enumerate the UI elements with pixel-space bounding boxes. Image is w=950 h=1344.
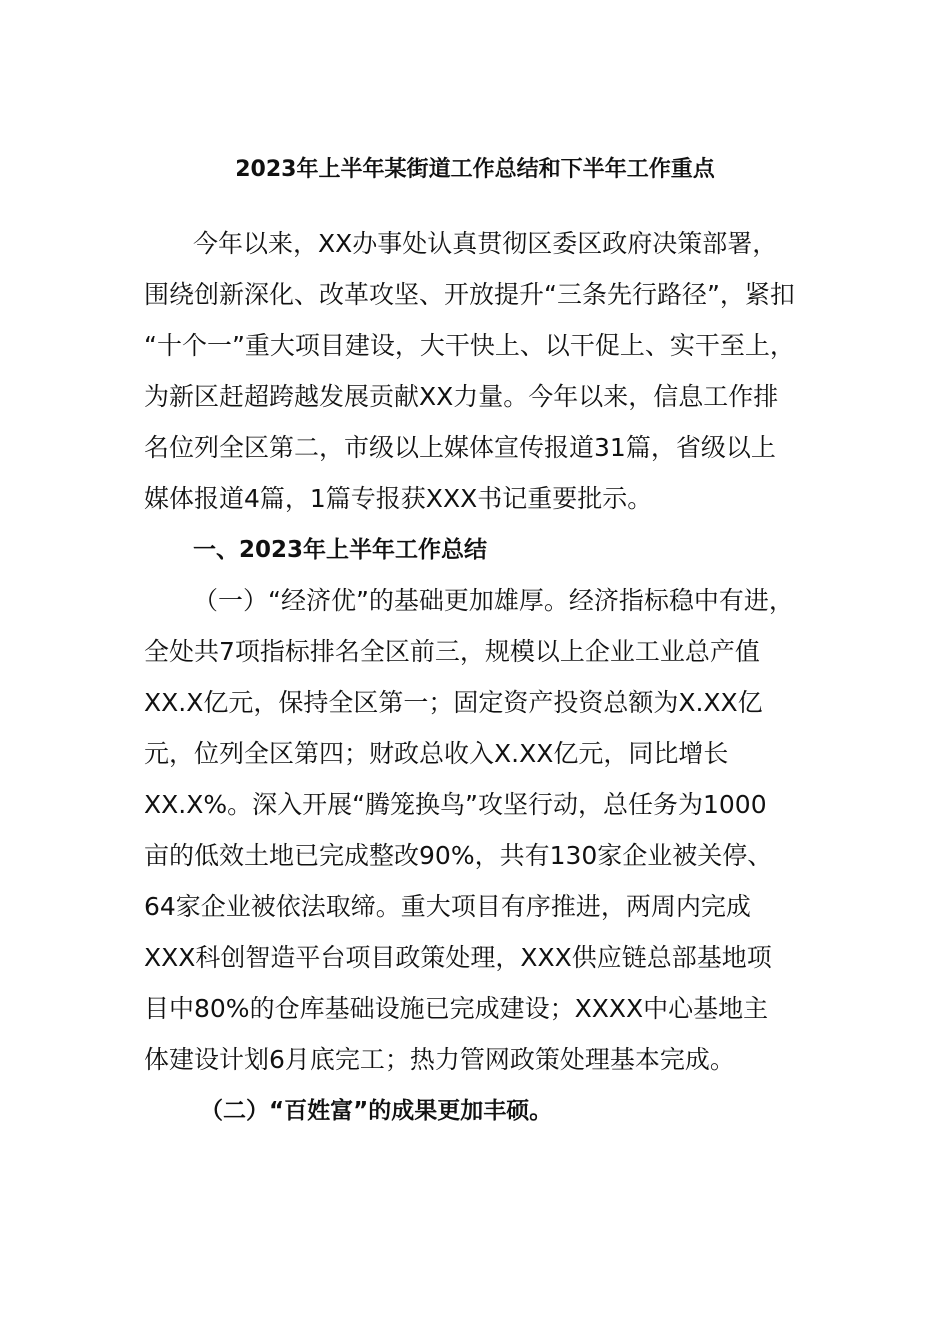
section-1-2-heading: （二）“百姓富”的成果更加丰硕。 bbox=[200, 1098, 553, 1124]
section-1-1-line-1: （一）“经济优”的基础更加雄厚。经济指标稳中有进， bbox=[193, 586, 794, 615]
intro-line-2: 围绕创新深化、改革攻坚、开放提升“三条先行路径”，紧扣 bbox=[144, 280, 795, 309]
document-title: 2023年上半年某街道工作总结和下半年工作重点 bbox=[235, 157, 715, 182]
intro-line-5: 名位列全区第二，市级以上媒体宣传报道31篇，省级以上 bbox=[144, 433, 776, 462]
section-1-1-line-9: 目中80%的仓库基础设施已完成建设；XXXX中心基地主 bbox=[144, 994, 769, 1023]
intro-line-3: “十个一”重大项目建设，大干快上、以干促上、实干至上， bbox=[144, 331, 795, 360]
section-1-1-line-4: 元，位列全区第四；财政总收入X.XX亿元，同比增长 bbox=[144, 739, 729, 768]
section-1-1-line-2: 全处共7项指标排名全区前三，规模以上企业工业总产值 bbox=[144, 637, 760, 666]
intro-line-1: 今年以来，XX办事处认真贯彻区委区政府决策部署， bbox=[193, 229, 778, 258]
section-1-1-line-6: 亩的低效土地已完成整改90%，共有130家企业被关停、 bbox=[144, 841, 773, 870]
intro-line-4: 为新区赶超跨越发展贡献XX力量。今年以来，信息工作排 bbox=[144, 382, 779, 411]
section-1-1-line-7: 64家企业被依法取缔。重大项目有序推进，两周内完成 bbox=[144, 892, 751, 921]
section-1-1-line-8: XXX科创智造平台项目政策处理，XXX供应链总部基地项 bbox=[144, 943, 772, 972]
section-1-1-line-5: XX.X%。深入开展“腾笼换鸟”攻坚行动，总任务为1000 bbox=[144, 790, 767, 819]
section-1-heading: 一、2023年上半年工作总结 bbox=[193, 537, 488, 563]
section-1-1-line-10: 体建设计划6月底完工；热力管网政策处理基本完成。 bbox=[144, 1045, 735, 1074]
section-1-1-line-3: XX.X亿元，保持全区第一；固定资产投资总额为X.XX亿 bbox=[144, 688, 763, 717]
intro-line-6: 媒体报道4篇，1篇专报获XXX书记重要批示。 bbox=[144, 484, 653, 513]
